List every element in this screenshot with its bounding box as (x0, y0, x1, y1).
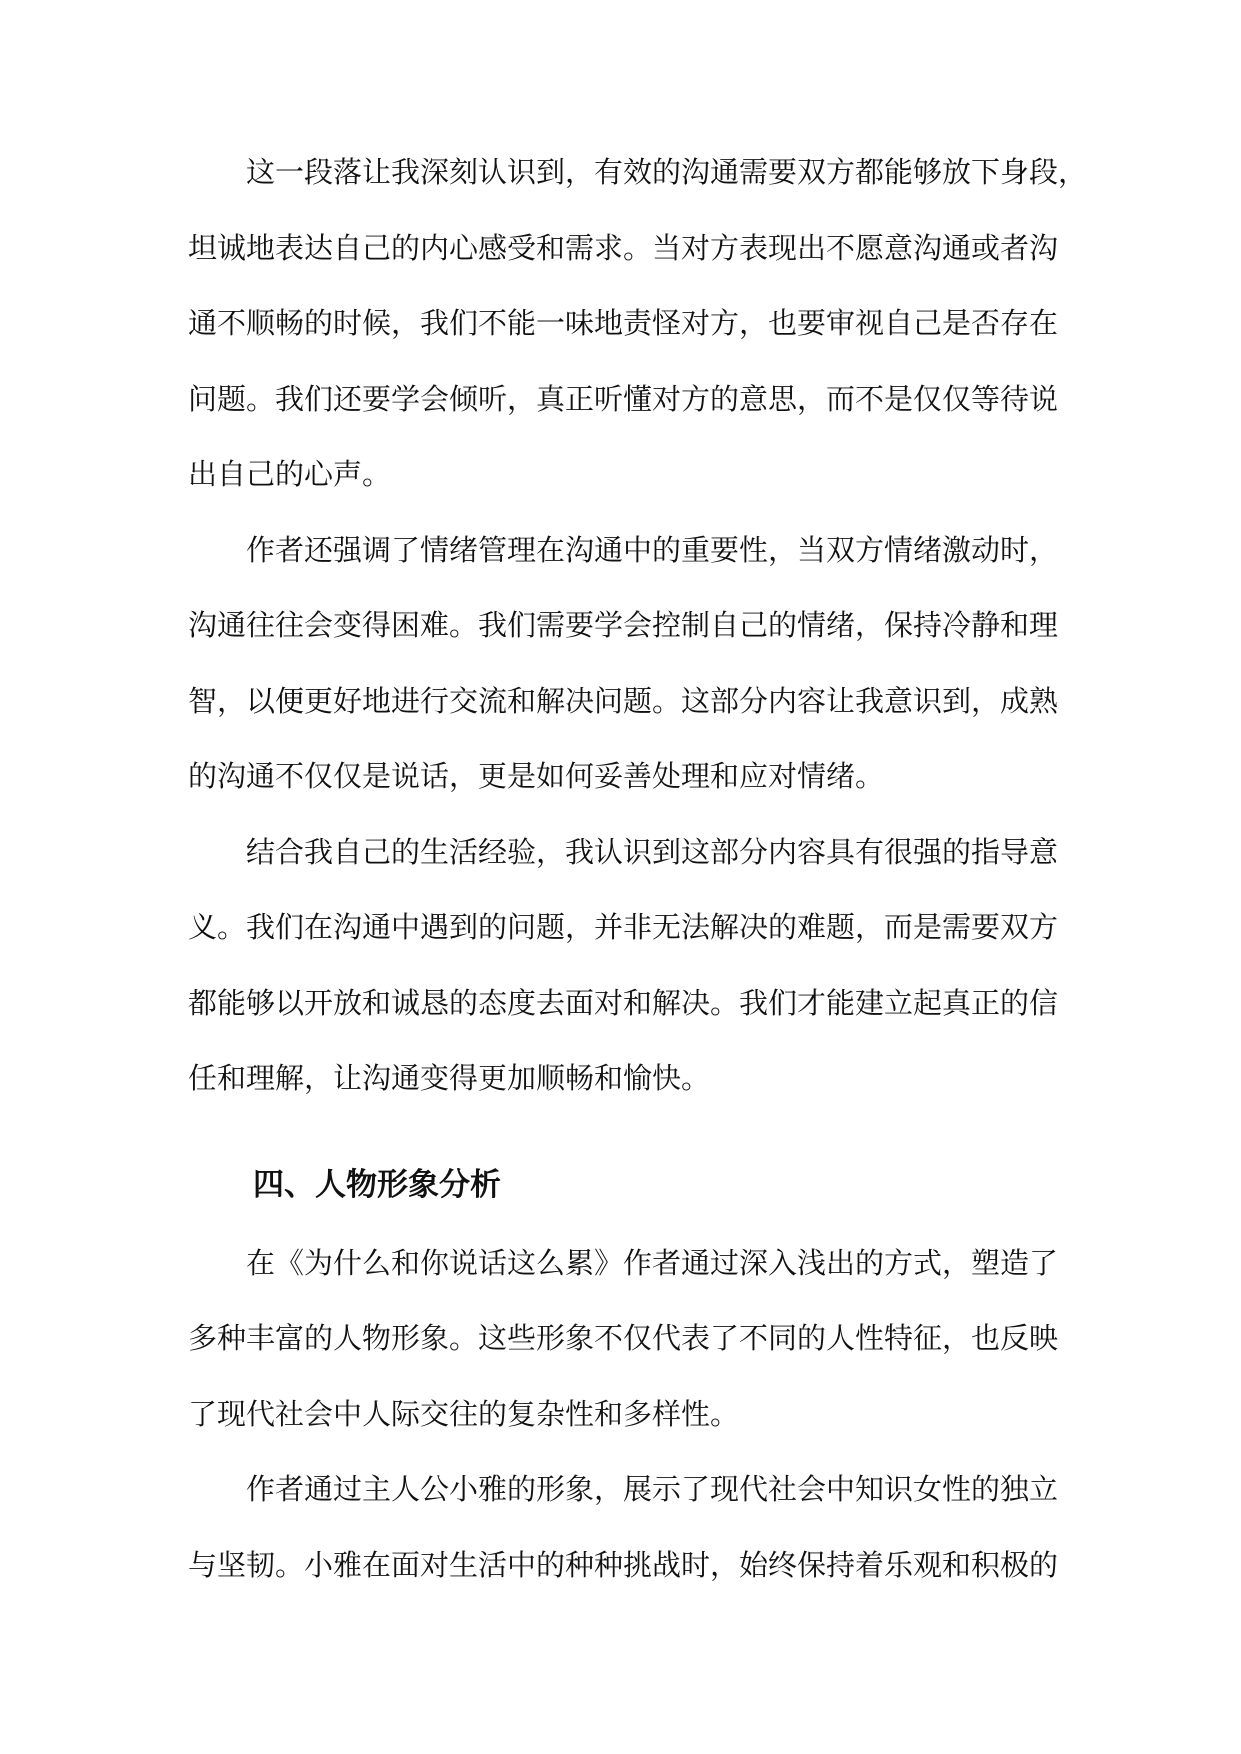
paragraph-3-line-1: 结合我自己的生活经验，我认识到这部分内容具有很强的指导意 (246, 835, 1059, 869)
paragraph-2-line-4: 的沟通不仅仅是说话，更是如何妥善处理和应对情绪。 (188, 759, 885, 793)
section-paragraph-2-line-2: 与坚韧。小雅在面对生活中的种种挑战时，始终保持着乐观和积极的 (188, 1548, 1059, 1582)
section-paragraph-1-line-2: 多种丰富的人物形象。这些形象不仅代表了不同的人性特征，也反映 (188, 1321, 1059, 1355)
paragraph-3-line-4: 任和理解，让沟通变得更加顺畅和愉快。 (188, 1061, 711, 1095)
paragraph-3-line-3: 都能够以开放和诚恳的态度去面对和解决。我们才能建立起真正的信 (188, 986, 1059, 1020)
section-paragraph-2-line-1: 作者通过主人公小雅的形象，展示了现代社会中知识女性的独立 (246, 1472, 1059, 1506)
paragraph-2-line-2: 沟通往往会变得困难。我们需要学会控制自己的情绪，保持冷静和理 (188, 608, 1059, 642)
section-heading: 四、人物形象分析 (253, 1167, 501, 1203)
paragraph-1-line-5: 出自己的心声。 (188, 457, 392, 491)
section-paragraph-1-line-1: 在《为什么和你说话这么累》作者通过深入浅出的方式，塑造了 (246, 1246, 1059, 1280)
section-paragraph-1-line-3: 了现代社会中人际交往的复杂性和多样性。 (188, 1397, 740, 1431)
paragraph-3-line-2: 义。我们在沟通中遇到的问题，并非无法解决的难题，而是需要双方 (188, 910, 1059, 944)
paragraph-1-line-4: 问题。我们还要学会倾听，真正听懂对方的意思，而不是仅仅等待说 (188, 382, 1059, 416)
paragraph-1-line-2: 坦诚地表达自己的内心感受和需求。当对方表现出不愿意沟通或者沟 (188, 231, 1059, 265)
paragraph-2-line-1: 作者还强调了情绪管理在沟通中的重要性，当双方情绪激动时， (246, 533, 1059, 567)
paragraph-1-line-3: 通不顺畅的时候，我们不能一味地责怪对方，也要审视自己是否存在 (188, 306, 1059, 340)
paragraph-2-line-3: 智，以便更好地进行交流和解决问题。这部分内容让我意识到，成熟 (188, 684, 1059, 718)
paragraph-1-line-1: 这一段落让我深刻认识到，有效的沟通需要双方都能够放下身段， (246, 155, 1088, 189)
